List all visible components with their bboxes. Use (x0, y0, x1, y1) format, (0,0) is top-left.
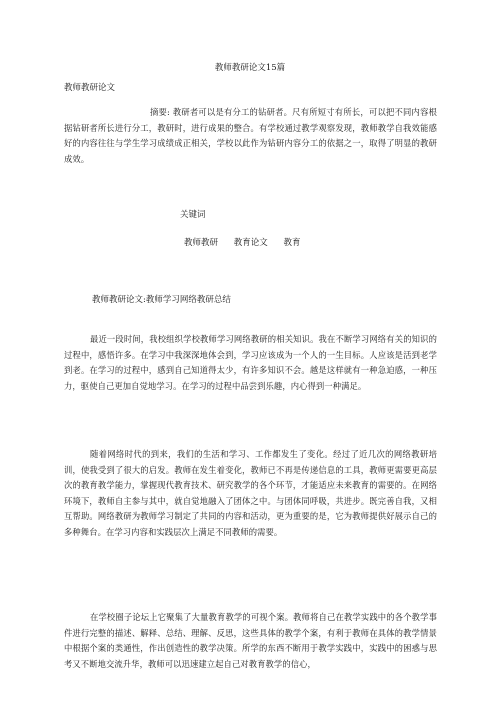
body-paragraph: 随着网络时代的到来，我们的生活和学习、工作都发生了变化。经过了近几次的网络教研培训，使我受到了很大的启发。教师在发生着变化，教师已不再是传递信息的工具，教师更需要更高层次的教育教学能力，掌握现代教育技术、研究教学的各个环节，才能适应未来教育的需要的。在网络环境下，教师自主参与其中，就自觉地融入了团体之中。与团体同呼吸，共进步。既完善自我，又相互帮助。网络教研为教师学习制定了共同的内容和活动，更为重要的是，它为教师提供好展示自己的多种舞台。在学习内容和实践层次上满足不同教师的需要。 (64, 449, 437, 537)
body-paragraph: 在学校圈子论坛上它聚集了大量教育教学的可视个案。教师将自己在教学实践中的各个教学事件进行完整的描述、解释、总结、理解、反思，这些具体的教学个案，有利于教师在具体的教学情景中根据个案的类通性，作出创造性的教学决策。所学的东西不断用于教学实践中，实践中的困惑与思考又不断地交流升华，教师可以迅速建立起自己对教育教学的信心， (64, 612, 437, 669)
keyword-item: 教育 (283, 238, 301, 248)
keyword-item: 教师教研 (184, 238, 219, 248)
keywords-list (184, 238, 307, 249)
keyword-item: 教育论文 (233, 238, 268, 248)
body-paragraph: 最近一段时间，我校组织学校教师学习网络教研的相关知识。我在不断学习网络有关的知识的过程中，感悟许多。在学习中我深深地体会到，学习应该成为一个人的一生目标。人应该是活到老学到老。在学习的过程中，感到自己知道得太少，有许多知识不会。越是这样就有一种急迫感，一种压力，驱使自己更加自觉地学习。在学习的过程中品尝到乐趣，内心得到一种满足。 (64, 334, 437, 391)
document-subtitle: 教师教研论文 (64, 83, 116, 93)
keywords-label: 关键词 (180, 210, 206, 220)
section-heading: 教师教研论文:教师学习网络教研总结 (92, 295, 231, 305)
document-title: 教师教研论文15篇 (214, 63, 286, 73)
abstract-paragraph: 摘要: 教研者可以是有分工的钻研者。尺有所短寸有所长，可以把不同内容根据钻研者所长进行分工，教研时，进行成果的整合。有学校通过教学观察发现，教师教学自我效能感好的内容往往与学生学习成绩成正相关，学校以此作为钻研内容分工的依据之一，取得了明显的教研成效。 (64, 107, 437, 164)
